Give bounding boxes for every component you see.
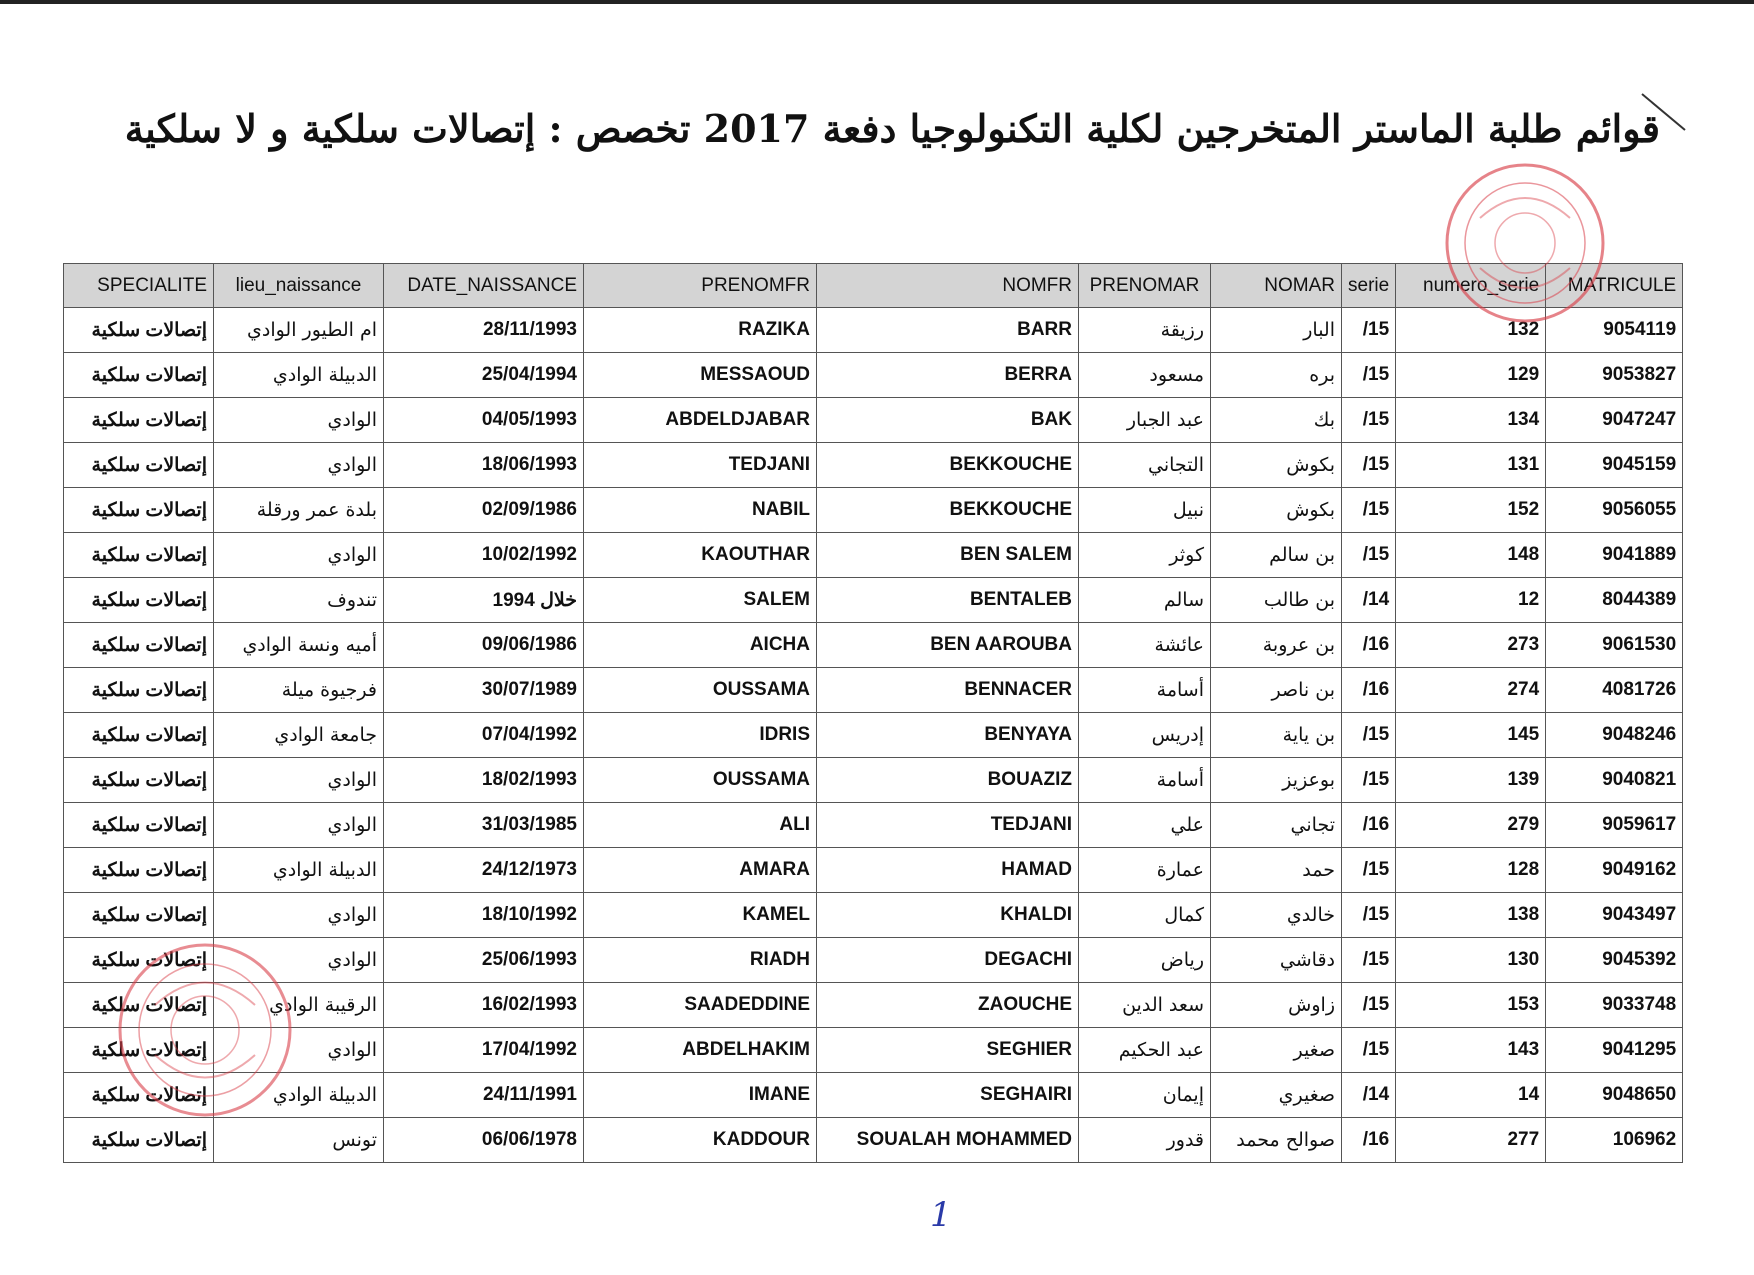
cell-prenomar: أسامة <box>1079 668 1211 713</box>
table-row <box>64 758 1683 803</box>
cell-numero-serie: 14 <box>1396 1073 1546 1118</box>
cell-lieu-naissance: الوادي <box>214 758 384 803</box>
cell-date-naissance: 17/04/1992 <box>384 1028 584 1073</box>
cell-date-naissance: 06/06/1978 <box>384 1118 584 1163</box>
header-matricule: MATRICULE <box>1546 264 1683 308</box>
cell-serie: /14 <box>1342 1073 1396 1118</box>
cell-numero-serie: 143 <box>1396 1028 1546 1073</box>
cell-nomfr: SEGHAIRI <box>817 1073 1079 1118</box>
cell-specialite: إتصالات سلكية <box>64 578 214 623</box>
cell-nomfr: BENYAYA <box>817 713 1079 758</box>
cell-serie: /15 <box>1342 398 1396 443</box>
cell-prenomfr: IMANE <box>584 1073 817 1118</box>
cell-prenomfr: ABDELDJABAR <box>584 398 817 443</box>
cell-numero-serie: 138 <box>1396 893 1546 938</box>
cell-specialite: إتصالات سلكية <box>64 623 214 668</box>
cell-prenomar: كوثر <box>1079 533 1211 578</box>
table-row <box>64 983 1683 1028</box>
students-table-wrapper <box>63 263 1683 1163</box>
cell-specialite: إتصالات سلكية <box>64 353 214 398</box>
cell-lieu-naissance: تندوف <box>214 578 384 623</box>
cell-nomar: تجاني <box>1211 803 1342 848</box>
cell-specialite: إتصالات سلكية <box>64 1028 214 1073</box>
cell-date-naissance: 02/09/1986 <box>384 488 584 533</box>
cell-nomfr: BARR <box>817 308 1079 353</box>
cell-numero-serie: 148 <box>1396 533 1546 578</box>
cell-prenomfr: ABDELHAKIM <box>584 1028 817 1073</box>
cell-prenomar: سعد الدين <box>1079 983 1211 1028</box>
cell-lieu-naissance: الدبيلة الوادي <box>214 353 384 398</box>
cell-matricule: 9041889 <box>1546 533 1683 578</box>
cell-specialite: إتصالات سلكية <box>64 668 214 713</box>
cell-matricule: 9048246 <box>1546 713 1683 758</box>
cell-lieu-naissance: جامعة الوادي <box>214 713 384 758</box>
cell-date-naissance: 07/04/1992 <box>384 713 584 758</box>
cell-nomfr: BOUAZIZ <box>817 758 1079 803</box>
header-numero-serie: numero_serie <box>1396 264 1546 308</box>
cell-prenomfr: SALEM <box>584 578 817 623</box>
cell-numero-serie: 130 <box>1396 938 1546 983</box>
cell-numero-serie: 128 <box>1396 848 1546 893</box>
cell-prenomar: إدريس <box>1079 713 1211 758</box>
header-prenomfr: PRENOMFR <box>584 264 817 308</box>
table-row <box>64 938 1683 983</box>
cell-numero-serie: 12 <box>1396 578 1546 623</box>
cell-matricule: 9048650 <box>1546 1073 1683 1118</box>
cell-nomar: صوالح محمد <box>1211 1118 1342 1163</box>
pen-stroke-mark <box>1640 92 1700 142</box>
cell-specialite: إتصالات سلكية <box>64 713 214 758</box>
cell-prenomfr: ALI <box>584 803 817 848</box>
cell-nomfr: SOUALAH MOHAMMED <box>817 1118 1079 1163</box>
cell-date-naissance: 04/05/1993 <box>384 398 584 443</box>
cell-nomfr: DEGACHI <box>817 938 1079 983</box>
cell-numero-serie: 153 <box>1396 983 1546 1028</box>
cell-matricule: 9053827 <box>1546 353 1683 398</box>
cell-prenomfr: MESSAOUD <box>584 353 817 398</box>
cell-serie: /15 <box>1342 443 1396 488</box>
cell-serie: /15 <box>1342 1028 1396 1073</box>
cell-numero-serie: 152 <box>1396 488 1546 533</box>
cell-numero-serie: 277 <box>1396 1118 1546 1163</box>
cell-numero-serie: 132 <box>1396 308 1546 353</box>
header-date-naissance: DATE_NAISSANCE <box>384 264 584 308</box>
cell-matricule: 9059617 <box>1546 803 1683 848</box>
table-row <box>64 713 1683 758</box>
cell-date-naissance: 31/03/1985 <box>384 803 584 848</box>
cell-serie: /15 <box>1342 848 1396 893</box>
cell-lieu-naissance: الرقيبة الوادي <box>214 983 384 1028</box>
cell-lieu-naissance: الوادي <box>214 398 384 443</box>
cell-lieu-naissance: بلدة عمر ورقلة <box>214 488 384 533</box>
cell-serie: /15 <box>1342 758 1396 803</box>
cell-lieu-naissance: الدبيلة الوادي <box>214 848 384 893</box>
table-row <box>64 533 1683 578</box>
table-row <box>64 848 1683 893</box>
cell-lieu-naissance: الوادي <box>214 443 384 488</box>
cell-lieu-naissance: الوادي <box>214 803 384 848</box>
cell-prenomar: علي <box>1079 803 1211 848</box>
cell-nomar: بكوش <box>1211 443 1342 488</box>
cell-prenomfr: IDRIS <box>584 713 817 758</box>
table-row <box>64 1118 1683 1163</box>
cell-matricule: 9040821 <box>1546 758 1683 803</box>
cell-date-naissance: 24/11/1991 <box>384 1073 584 1118</box>
cell-prenomar: عمارة <box>1079 848 1211 893</box>
cell-numero-serie: 139 <box>1396 758 1546 803</box>
cell-nomar: صغيري <box>1211 1073 1342 1118</box>
cell-specialite: إتصالات سلكية <box>64 803 214 848</box>
cell-serie: /15 <box>1342 893 1396 938</box>
cell-prenomfr: SAADEDDINE <box>584 983 817 1028</box>
cell-prenomfr: AMARA <box>584 848 817 893</box>
cell-date-naissance: خلال 1994 <box>384 578 584 623</box>
cell-matricule: 9033748 <box>1546 983 1683 1028</box>
cell-numero-serie: 274 <box>1396 668 1546 713</box>
cell-prenomar: سالم <box>1079 578 1211 623</box>
table-row <box>64 443 1683 488</box>
table-header-row <box>64 264 1683 308</box>
cell-serie: /15 <box>1342 938 1396 983</box>
cell-prenomar: عبد الجبار <box>1079 398 1211 443</box>
cell-prenomar: رياض <box>1079 938 1211 983</box>
cell-date-naissance: 25/04/1994 <box>384 353 584 398</box>
cell-nomfr: TEDJANI <box>817 803 1079 848</box>
cell-date-naissance: 10/02/1992 <box>384 533 584 578</box>
cell-nomar: بره <box>1211 353 1342 398</box>
cell-nomfr: BEN AAROUBA <box>817 623 1079 668</box>
cell-nomfr: BEKKOUCHE <box>817 488 1079 533</box>
cell-prenomfr: RAZIKA <box>584 308 817 353</box>
table-body <box>64 308 1683 1163</box>
cell-serie: /16 <box>1342 803 1396 848</box>
table-row <box>64 488 1683 533</box>
cell-matricule: 9047247 <box>1546 398 1683 443</box>
cell-matricule: 9041295 <box>1546 1028 1683 1073</box>
cell-nomar: بك <box>1211 398 1342 443</box>
cell-numero-serie: 273 <box>1396 623 1546 668</box>
cell-nomar: بكوش <box>1211 488 1342 533</box>
cell-nomfr: SEGHIER <box>817 1028 1079 1073</box>
cell-matricule: 9045392 <box>1546 938 1683 983</box>
cell-prenomar: إيمان <box>1079 1073 1211 1118</box>
cell-matricule: 9054119 <box>1546 308 1683 353</box>
header-nomar: NOMAR <box>1211 264 1342 308</box>
cell-prenomfr: NABIL <box>584 488 817 533</box>
cell-nomar: خالدي <box>1211 893 1342 938</box>
cell-lieu-naissance: الوادي <box>214 938 384 983</box>
header-specialite: SPECIALITE <box>64 264 214 308</box>
cell-nomfr: BENTALEB <box>817 578 1079 623</box>
page-number: 1 <box>930 1195 952 1235</box>
cell-numero-serie: 279 <box>1396 803 1546 848</box>
cell-lieu-naissance: الوادي <box>214 1028 384 1073</box>
cell-prenomar: نبيل <box>1079 488 1211 533</box>
cell-nomfr: HAMAD <box>817 848 1079 893</box>
cell-serie: /15 <box>1342 713 1396 758</box>
header-prenomar: PRENOMAR <box>1079 264 1211 308</box>
table-row <box>64 308 1683 353</box>
cell-lieu-naissance: ام الطيور الوادي <box>214 308 384 353</box>
table-row <box>64 668 1683 713</box>
cell-prenomfr: KAOUTHAR <box>584 533 817 578</box>
cell-date-naissance: 30/07/1989 <box>384 668 584 713</box>
cell-prenomar: التجاني <box>1079 443 1211 488</box>
page-title: قوائم طلبة الماستر المتخرجين لكلية التكنولوجيا دفعة 2017 تخصص : إتصالات سلكية و لا سلكية <box>124 106 1660 151</box>
cell-prenomfr: RIADH <box>584 938 817 983</box>
cell-specialite: إتصالات سلكية <box>64 758 214 803</box>
cell-lieu-naissance: الدبيلة الوادي <box>214 1073 384 1118</box>
cell-serie: /16 <box>1342 623 1396 668</box>
cell-serie: /15 <box>1342 488 1396 533</box>
cell-nomar: دقاشي <box>1211 938 1342 983</box>
cell-specialite: إتصالات سلكية <box>64 308 214 353</box>
cell-specialite: إتصالات سلكية <box>64 443 214 488</box>
header-lieu-naissance: lieu_naissance <box>214 264 384 308</box>
cell-prenomar: رزيقة <box>1079 308 1211 353</box>
cell-specialite: إتصالات سلكية <box>64 533 214 578</box>
table-row <box>64 353 1683 398</box>
cell-nomar: بن سالم <box>1211 533 1342 578</box>
cell-prenomfr: KAMEL <box>584 893 817 938</box>
cell-date-naissance: 09/06/1986 <box>384 623 584 668</box>
cell-prenomfr: TEDJANI <box>584 443 817 488</box>
cell-specialite: إتصالات سلكية <box>64 398 214 443</box>
cell-nomar: صغير <box>1211 1028 1342 1073</box>
cell-prenomfr: OUSSAMA <box>584 668 817 713</box>
cell-date-naissance: 18/06/1993 <box>384 443 584 488</box>
cell-lieu-naissance: الوادي <box>214 893 384 938</box>
table-row <box>64 893 1683 938</box>
cell-matricule: 4081726 <box>1546 668 1683 713</box>
cell-prenomar: كمال <box>1079 893 1211 938</box>
cell-matricule: 9049162 <box>1546 848 1683 893</box>
cell-specialite: إتصالات سلكية <box>64 1073 214 1118</box>
cell-specialite: إتصالات سلكية <box>64 983 214 1028</box>
cell-nomar: بن ناصر <box>1211 668 1342 713</box>
cell-nomfr: KHALDI <box>817 893 1079 938</box>
cell-date-naissance: 16/02/1993 <box>384 983 584 1028</box>
table-row <box>64 623 1683 668</box>
cell-specialite: إتصالات سلكية <box>64 488 214 533</box>
table-row <box>64 398 1683 443</box>
table-row <box>64 1073 1683 1118</box>
cell-numero-serie: 129 <box>1396 353 1546 398</box>
cell-specialite: إتصالات سلكية <box>64 1118 214 1163</box>
cell-date-naissance: 18/10/1992 <box>384 893 584 938</box>
cell-nomar: بن ياية <box>1211 713 1342 758</box>
cell-date-naissance: 24/12/1973 <box>384 848 584 893</box>
cell-serie: /15 <box>1342 983 1396 1028</box>
cell-lieu-naissance: أميه ونسة الوادي <box>214 623 384 668</box>
cell-date-naissance: 18/02/1993 <box>384 758 584 803</box>
table-row <box>64 1028 1683 1073</box>
cell-lieu-naissance: الوادي <box>214 533 384 578</box>
cell-prenomar: أسامة <box>1079 758 1211 803</box>
table-row <box>64 578 1683 623</box>
cell-nomfr: BENNACER <box>817 668 1079 713</box>
cell-prenomfr: KADDOUR <box>584 1118 817 1163</box>
cell-date-naissance: 25/06/1993 <box>384 938 584 983</box>
cell-nomfr: BAK <box>817 398 1079 443</box>
cell-nomfr: BERRA <box>817 353 1079 398</box>
cell-nomfr: BEN SALEM <box>817 533 1079 578</box>
cell-prenomfr: AICHA <box>584 623 817 668</box>
cell-prenomfr: OUSSAMA <box>584 758 817 803</box>
cell-prenomar: قدور <box>1079 1118 1211 1163</box>
cell-nomfr: ZAOUCHE <box>817 983 1079 1028</box>
cell-nomar: البار <box>1211 308 1342 353</box>
cell-serie: /15 <box>1342 533 1396 578</box>
cell-serie: /15 <box>1342 353 1396 398</box>
cell-nomar: بوعزيز <box>1211 758 1342 803</box>
cell-matricule: 106962 <box>1546 1118 1683 1163</box>
cell-date-naissance: 28/11/1993 <box>384 308 584 353</box>
cell-nomar: بن عروبة <box>1211 623 1342 668</box>
header-serie: serie <box>1342 264 1396 308</box>
cell-prenomar: مسعود <box>1079 353 1211 398</box>
cell-matricule: 9043497 <box>1546 893 1683 938</box>
cell-nomfr: BEKKOUCHE <box>817 443 1079 488</box>
header-nomfr: NOMFR <box>817 264 1079 308</box>
table-row <box>64 803 1683 848</box>
top-border-rule <box>0 0 1754 4</box>
cell-specialite: إتصالات سلكية <box>64 893 214 938</box>
cell-serie: /16 <box>1342 668 1396 713</box>
cell-serie: /16 <box>1342 1118 1396 1163</box>
cell-lieu-naissance: تونس <box>214 1118 384 1163</box>
students-table <box>63 263 1683 1163</box>
cell-prenomar: عبد الحكيم <box>1079 1028 1211 1073</box>
cell-numero-serie: 134 <box>1396 398 1546 443</box>
cell-matricule: 8044389 <box>1546 578 1683 623</box>
cell-serie: /14 <box>1342 578 1396 623</box>
cell-lieu-naissance: فرجيوة ميلة <box>214 668 384 713</box>
cell-numero-serie: 145 <box>1396 713 1546 758</box>
cell-specialite: إتصالات سلكية <box>64 938 214 983</box>
cell-serie: /15 <box>1342 308 1396 353</box>
cell-numero-serie: 131 <box>1396 443 1546 488</box>
cell-nomar: بن طالب <box>1211 578 1342 623</box>
cell-specialite: إتصالات سلكية <box>64 848 214 893</box>
cell-nomar: زاوش <box>1211 983 1342 1028</box>
cell-matricule: 9056055 <box>1546 488 1683 533</box>
cell-matricule: 9061530 <box>1546 623 1683 668</box>
cell-prenomar: عائشة <box>1079 623 1211 668</box>
cell-nomar: حمد <box>1211 848 1342 893</box>
cell-matricule: 9045159 <box>1546 443 1683 488</box>
